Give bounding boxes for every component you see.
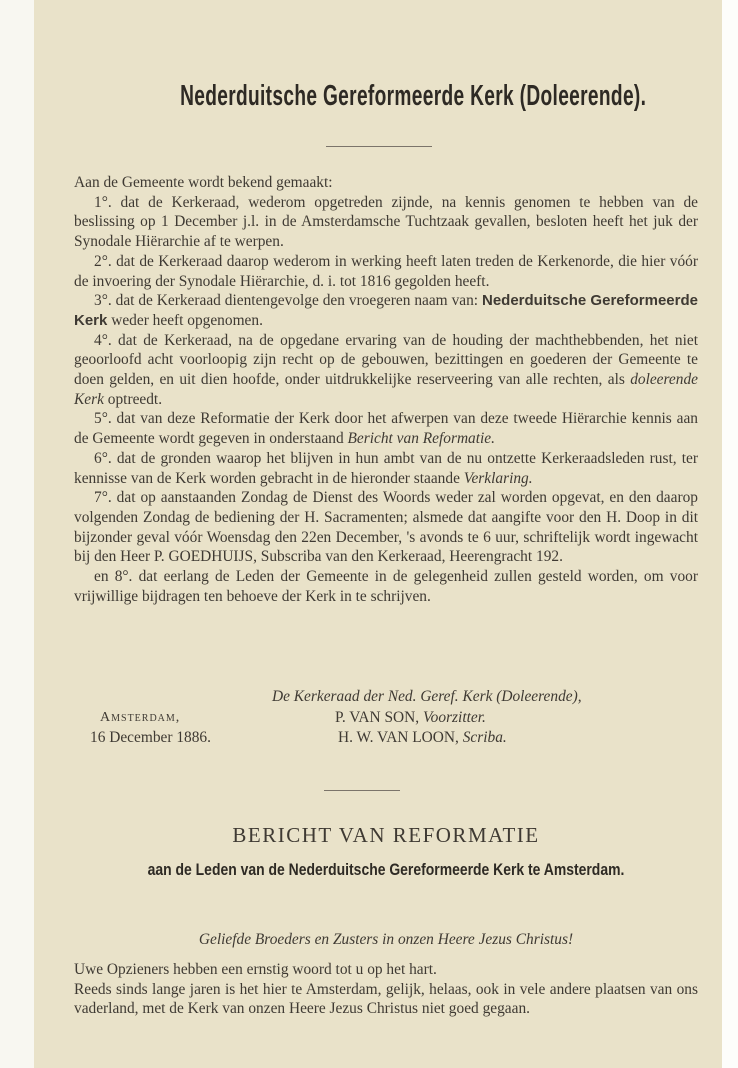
signature-date: 16 December 1886. xyxy=(90,729,211,746)
point-6 xyxy=(74,449,698,488)
point-4-suffix: optreedt. xyxy=(107,390,163,408)
intro-line xyxy=(74,173,698,193)
page-content xyxy=(74,0,698,1068)
point-5 xyxy=(74,409,698,448)
point-5-italic: Bericht van Reformatie. xyxy=(347,430,495,448)
council-signature: De Kerkeraad der Ned. Geref. Kerk (Doleerende), xyxy=(272,688,582,705)
secretary-name: H. W. VAN LOON, xyxy=(338,729,459,746)
point-8: en 8°. dat eerlang de Leden der Gemeente in de gelegenheid zullen gesteld worden, om voor vrijwillige bijdragen ten behoeve der Kerk in te schrijven. xyxy=(74,568,698,605)
chair-signature xyxy=(335,708,486,728)
point-1: 1°. dat de Kerkeraad, wederom opgetreden zijnde, na kennis genomen te hebben van de beslissing op 1 December j.l. in de Amsterdamsche Tuchtzaak gevallen, besloten heeft het juk der Synodale Hiërarchie af te werpen. xyxy=(74,193,698,251)
section-subheading: aan de Leden van de Nederduitsche Gereformeerde Kerk te Amsterdam. xyxy=(147,860,625,879)
section-divider xyxy=(324,790,400,791)
point-4-italic: doleerende Kerk xyxy=(74,371,698,408)
chair-role: Voorzitter. xyxy=(422,709,486,726)
point-3-suffix: weder heeft opgenomen. xyxy=(111,311,263,329)
secretary-signature xyxy=(338,728,507,748)
announcement-body xyxy=(74,173,698,606)
point-6-italic: Verklaring. xyxy=(463,469,533,487)
signature-place: Amsterdam, xyxy=(100,710,181,725)
church-name: Nederduitsche Gereformeerde Kerk xyxy=(74,292,698,329)
point-2: 2°. dat de Kerkeraad daarop wederom in werking heeft laten treden de Kerkenorde, die hier vóór de invoering der Synodale Hiërarchie, d. i. tot 1816 gegolden heeft. xyxy=(74,252,698,290)
intro-text: Aan de Gemeente wordt bekend gemaakt: xyxy=(74,174,333,191)
section-heading: BERICHT VAN REFORMATIE xyxy=(232,823,540,847)
point-7: 7°. dat op aanstaanden Zondag de Dienst des Woords weder zal worden opgevat, en den daarop volgenden Zondag de bediening der H. Sacramenten; alsmede dat aangifte voor den H. Doop in dit bijzonder geval vóór Woensdag den 22en December, 's avonds te 6 uur, schriftelijk wordt ingewacht bij den Heer P. GOEDHUIJS, Subscriba van den Kerkeraad, Heerengracht 192. xyxy=(74,489,698,566)
point-3 xyxy=(74,291,698,330)
page-title: Nederduitsche Gereformeerde Kerk (Doleerende). xyxy=(180,80,647,112)
paragraph-2: Reeds sinds lange jaren is het hier te Amsterdam, gelijk, helaas, ook in vele andere plaatsen van ons vaderland, met de Kerk van onzen Heere Jezus Christus niet goed gegaan. xyxy=(74,980,698,1018)
point-4-text: 4°. dat de Kerkeraad, na de opgedane ervaring van de houding der machthebbenden, het niet geoorloofd acht voorloopig zijn recht op de gebouwen, bezittingen en goederen der Gemeente te doen gelden, en uit dien hoofde, onder uitdrukkelijke reserveering van alle rechten, als xyxy=(74,331,698,389)
paragraph-1: Uwe Opzieners hebben een ernstig woord tot u op het hart. xyxy=(74,961,437,978)
reformation-body xyxy=(74,960,698,1019)
salutation: Geliefde Broeders en Zusters in onzen Heere Jezus Christus! xyxy=(198,931,574,948)
secretary-role: Scriba. xyxy=(462,729,507,746)
chair-name: P. VAN SON, xyxy=(335,709,420,726)
title-divider xyxy=(326,146,432,147)
point-3-prefix: 3°. dat de Kerkeraad dientengevolge den vroegeren naam van: xyxy=(94,292,479,310)
point-5-prefix: 5°. dat van deze Reformatie der Kerk door het afwerpen van deze tweede Hiërarchie kennis aan de Gemeente wordt gegeven in onderstaand xyxy=(74,410,698,448)
point-6-prefix: 6°. dat de gronden waarop het blijven in hun ambt van de nu ontzette Kerkeraadsleden rust, ter kennisse van de Kerk worden gebracht in de hieronder staande xyxy=(74,449,698,487)
point-4 xyxy=(74,331,698,410)
